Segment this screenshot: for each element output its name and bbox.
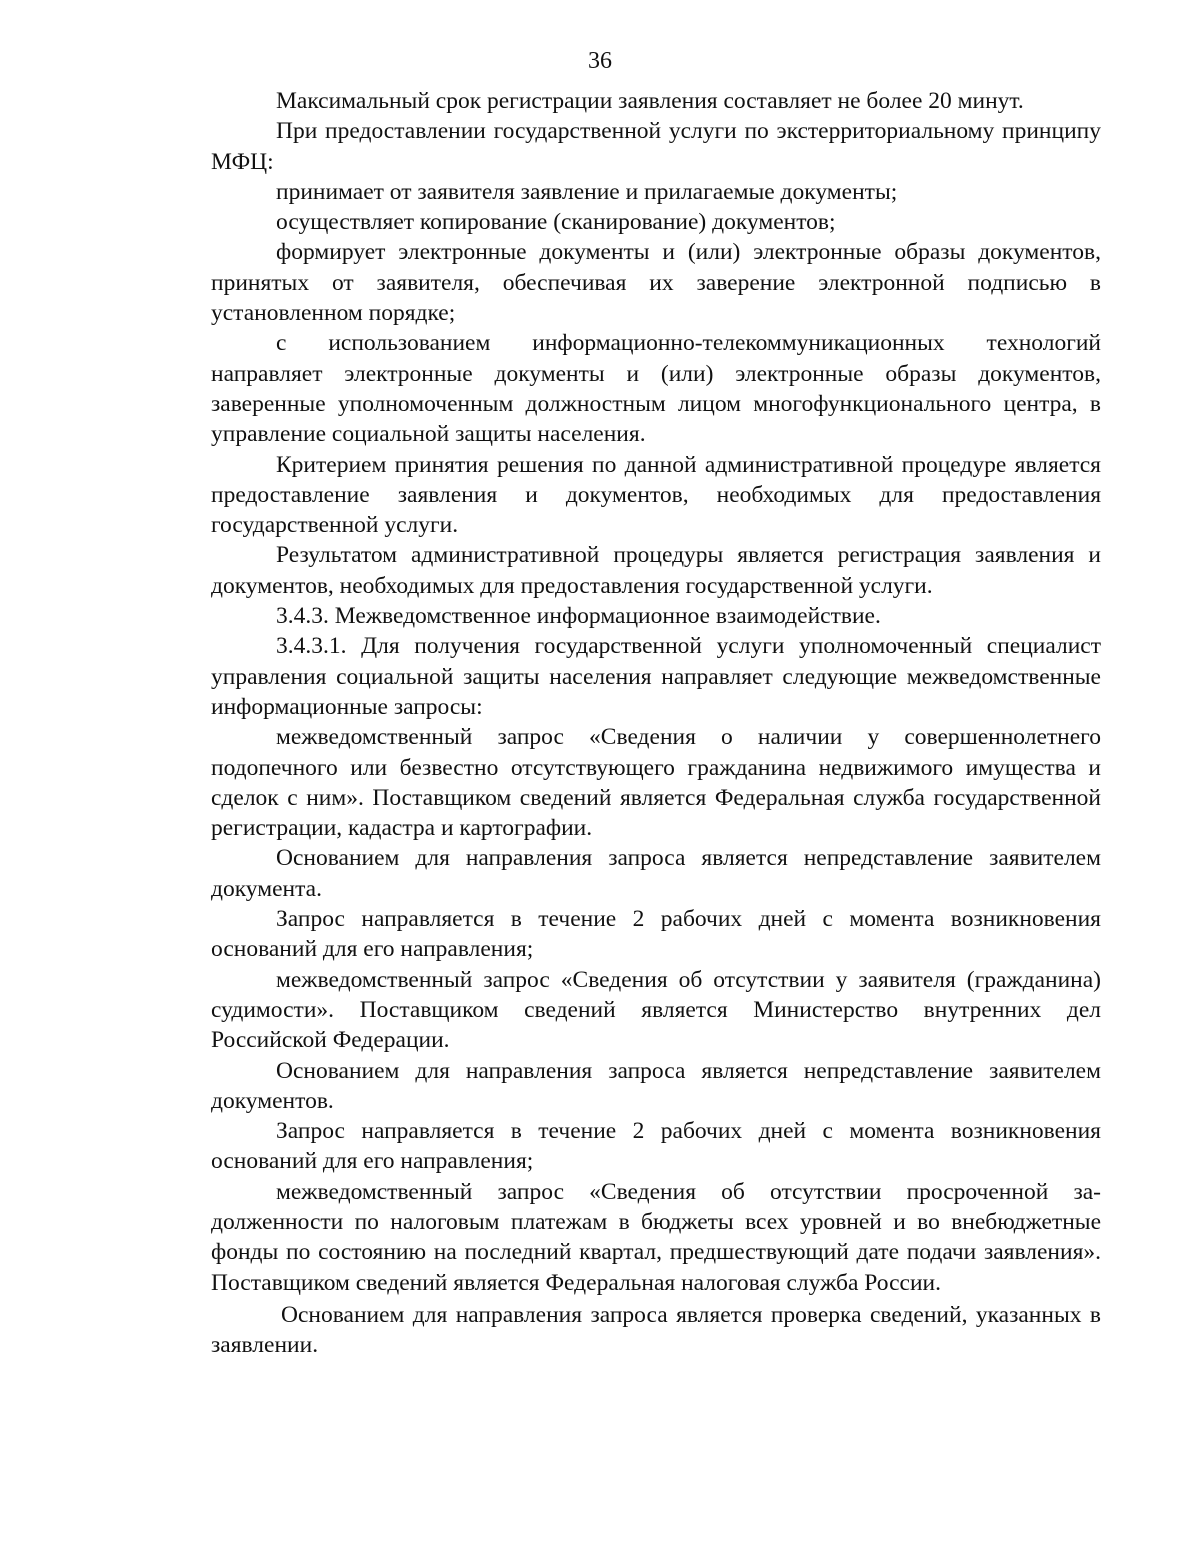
paragraph-request-criminal-record: межведомственный запрос «Сведения об отсутствии у заявителя (гражданина) судимости». Поставщиком сведений является Министерство внутренних дел Российской Федерации. (211, 966, 1101, 1054)
paragraph-basis-request-2: Основанием для направления запроса является непредставление заявителем документов. (211, 1057, 1101, 1114)
paragraph-registration-time: Максимальный срок регистрации заявления составляет не более 20 минут. (276, 88, 1024, 114)
paragraph-deadline-request-2: Запрос направляется в течение 2 рабочих дней с момента возникновения оснований для его направления; (211, 1118, 1101, 1175)
paragraph-copies-documents: осуществляет копирование (сканирование) документов; (276, 209, 836, 236)
page-number: 36 (588, 48, 612, 74)
paragraph-section-3-4-3-1: 3.4.3.1. Для получения государственной услуги уполномоченный специалист управления социальной защиты населения направляет следующие межведомственные информационные запросы: (211, 633, 1101, 720)
document-body (211, 86, 1101, 1360)
paragraph-section-heading-3-4-3: 3.4.3. Межведомственное информационное взаимодействие. (276, 603, 881, 630)
paragraph-decision-criterion: Критерием принятия решения по данной административной процедуре является предоставление заявления и документов, необходимых для предоставления государственной услуги. (211, 451, 1101, 539)
paragraph-basis-request-3: Основанием для направления запроса является проверка сведений, указанных в заявлении. (211, 1301, 1101, 1359)
paragraph-procedure-result: Результатом административной процедуры является регистрация заявления и документов, необходимых для предоставления государственной услуги. (211, 542, 1101, 599)
paragraph-sends-electronic-documents: с использованием информационно-телекоммуникационных технологий направляет электронные документы и (или) электронные образы документов, заверенные уполномоченным должностным лицом многофункционального центра, в управление социальной защиты населения. (211, 330, 1101, 448)
paragraph-extraterritorial-intro: При предоставлении государственной услуги по экстерриториальному принципу МФЦ: (211, 118, 1101, 175)
paragraph-deadline-request-1: Запрос направляется в течение 2 рабочих дней с момента возникновения оснований для его направления; (211, 906, 1101, 963)
paragraph-forms-electronic-documents: формирует электронные документы и (или) электронные образы документов, принятых от заявителя, обеспечивая их заверение электронной подписью в установленном порядке; (211, 239, 1101, 327)
paragraph-request-property: межведомственный запрос «Сведения о наличии у совершеннолетнего подопечного или безвестно отсутствующего гражданина недвижимого имущества и сделок с ним». Поставщиком сведений является Федеральная служба государственной регистрации, кадастра и картографии. (211, 724, 1101, 842)
paragraph-basis-request-1: Основанием для направления запроса является непредставление заявителем документа. (211, 845, 1101, 902)
paragraph-request-tax-debt: межведомственный запрос «Сведения об отсутствии просроченной задолженности по налоговым платежам в бюджеты всех уровней и во внебюджетные фонды по состоянию на последний квартал, предшествующий дате подачи заявления». Поставщиком сведений является Федеральная налоговая служба России. (211, 1178, 1101, 1296)
paragraph-accepts-application: принимает от заявителя заявление и прилагаемые документы; (276, 178, 898, 205)
